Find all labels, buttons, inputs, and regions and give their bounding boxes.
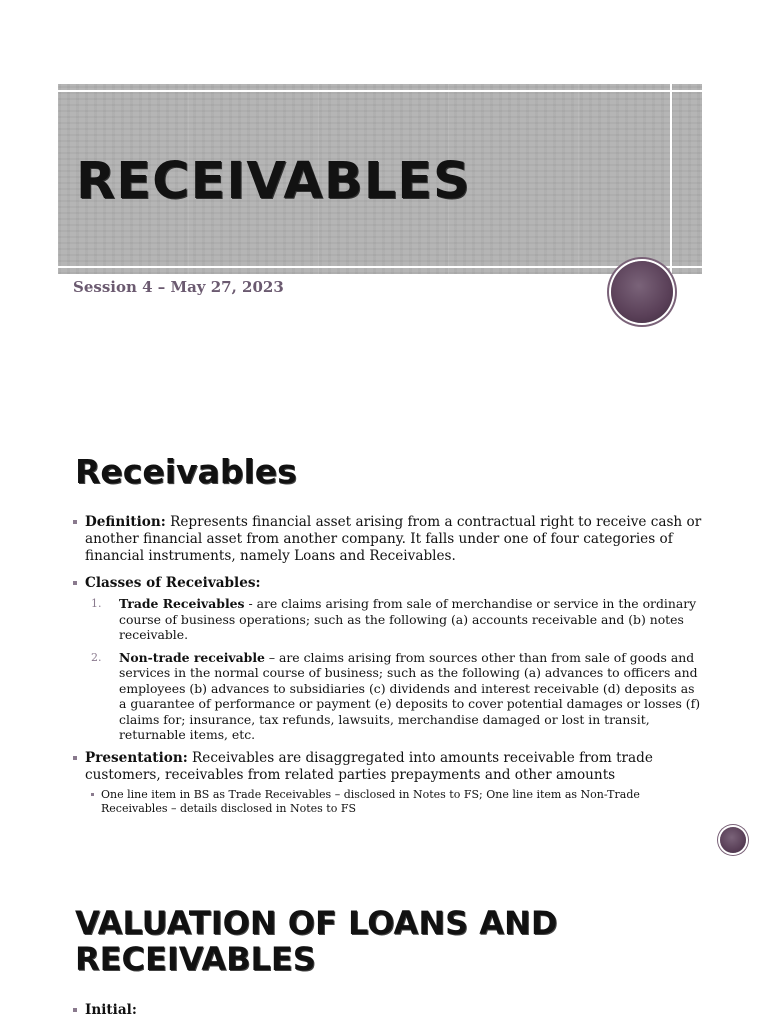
item-text: – are claims arising from sources other than from sale of goods and services in the normal course of business; such as the following (a) advances to officers and employees (b) advances to subsidiaries (c) dividends and interest receivable (d) deposits as a guarantee of performance or payment (e) deposits to cover potential damages or losses (f) claims for; insurance, tax refunds, lawsuits, merchandise damaged or lost in transit, returnable items, etc. bbox=[119, 649, 701, 742]
slide-heading: Receivables bbox=[75, 452, 297, 491]
bullet-square-icon bbox=[73, 1008, 77, 1012]
definition-label: Definition: bbox=[85, 514, 166, 530]
classes-bullet bbox=[73, 575, 703, 592]
definition-text: Represents financial asset arising from a contractual right to receive cash or another financial asset from another company. It falls under one of four categories of financial instruments, namely Loans and Receivables. bbox=[85, 514, 702, 564]
title-banner bbox=[58, 84, 702, 274]
receivables-slide bbox=[0, 430, 768, 870]
initial-label: Initial: bbox=[85, 1002, 137, 1018]
list-number: 2. bbox=[91, 650, 102, 664]
session-subtitle: Session 4 – May 27, 2023 bbox=[73, 278, 284, 296]
list-number: 1. bbox=[91, 597, 102, 610]
presentation-bullet bbox=[73, 750, 703, 784]
slide-heading: VALUATION OF LOANS AND RECEIVABLES bbox=[75, 904, 558, 978]
classes-label: Classes of Receivables: bbox=[85, 575, 261, 591]
definition-bullet bbox=[73, 514, 703, 565]
presentation-text: Receivables are disaggregated into amounts receivable from trade customers, receivables from related parties prepayments and other amounts bbox=[85, 749, 653, 783]
sub-bullet-text: One line item in BS as Trade Receivables – disclosed in Notes to FS; One line item as Non-Trade Receivables – details disclosed in Notes to FS bbox=[101, 787, 640, 815]
item-text: - are claims arising from sale of merchandise or service in the ordinary course of business operations; such as the following (a) accounts receivable and (b) notes receivable. bbox=[119, 596, 697, 642]
initial-bullet bbox=[73, 1002, 703, 1019]
presentation-sub-bullet bbox=[73, 788, 703, 816]
banner-line-bottom bbox=[58, 266, 702, 268]
item-label: Trade Receivables bbox=[119, 596, 245, 611]
valuation-slide bbox=[0, 895, 768, 1024]
slide-content bbox=[73, 1002, 703, 1029]
bullet-square-icon bbox=[91, 793, 94, 796]
bullet-square-icon bbox=[73, 756, 77, 760]
bullet-square-icon bbox=[73, 520, 77, 524]
item-label: Non-trade receivable bbox=[119, 649, 265, 665]
title-slide bbox=[0, 0, 768, 400]
slide-title: RECEIVABLES bbox=[76, 152, 471, 211]
decorative-orb-icon bbox=[720, 827, 746, 853]
presentation-label: Presentation: bbox=[85, 749, 188, 766]
slide-content bbox=[73, 514, 703, 816]
list-item bbox=[73, 596, 703, 643]
banner-line-right bbox=[670, 84, 672, 274]
banner-line-top bbox=[58, 90, 702, 92]
list-item bbox=[73, 650, 703, 743]
decorative-orb-icon bbox=[611, 261, 673, 323]
classes-list bbox=[73, 596, 703, 743]
bullet-square-icon bbox=[73, 581, 77, 585]
